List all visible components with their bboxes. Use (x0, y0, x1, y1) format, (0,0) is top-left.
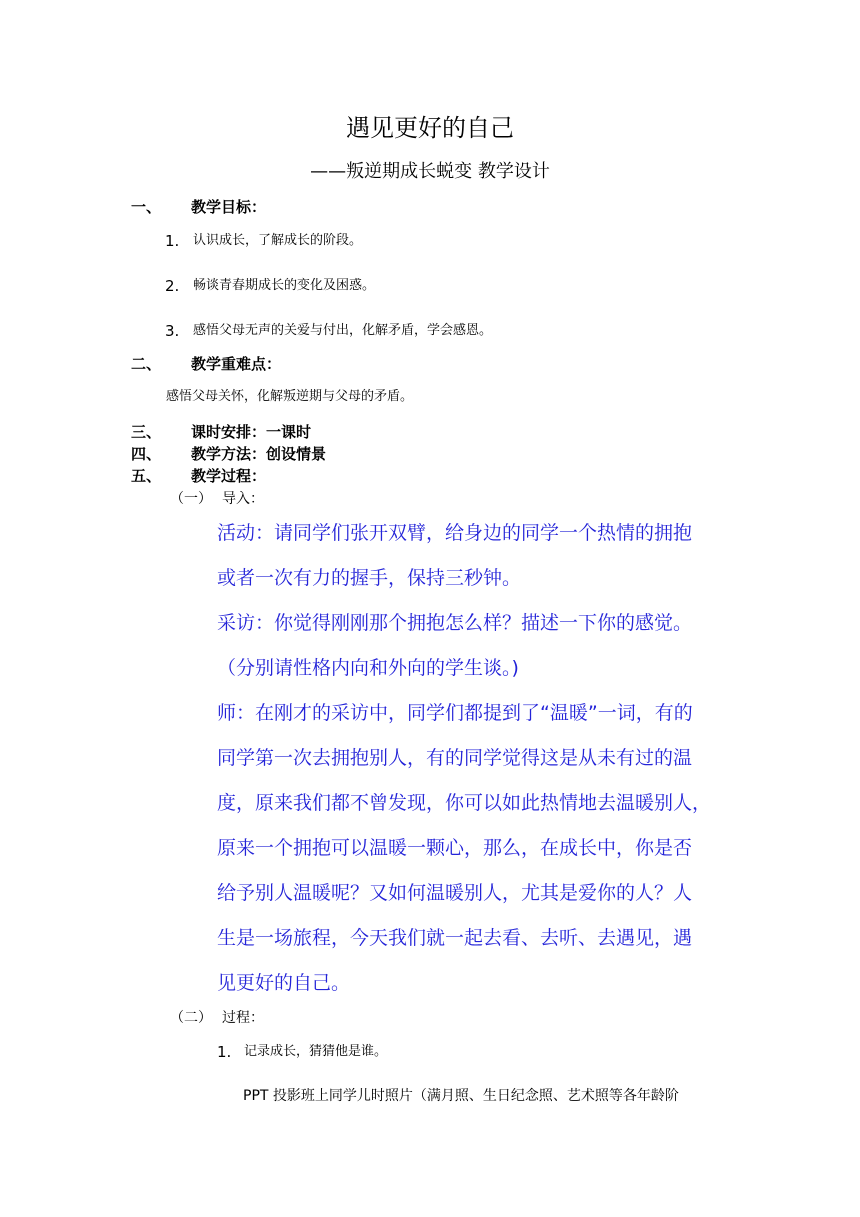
intro-line: 采访：你觉得刚刚那个拥抱怎么样？描述一下你的感觉。 (217, 612, 693, 634)
section-heading: 教学目标： (191, 198, 267, 216)
part-number: （二） (170, 1010, 212, 1026)
goal-text: 畅谈青春期成长的变化及困惑。 (193, 278, 376, 293)
intro-line: 生是一场旅程，今天我们就一起去看、去听、去遇见，遇 (217, 927, 693, 949)
intro-line: 或者一次有力的握手，保持三秒钟。 (217, 567, 522, 589)
goal-text: 感悟父母无声的关爱与付出，化解矛盾，学会感恩。 (193, 323, 493, 338)
intro-line: 同学第一次去拥抱别人，有的同学觉得这是从未有过的温 (217, 747, 693, 769)
section-heading: 教学方法：创设情景 (191, 445, 327, 463)
document-title: 遇见更好的自己 (346, 114, 514, 142)
step-number: 1. (217, 1043, 232, 1061)
goal-text: 认识成长，了解成长的阶段。 (193, 233, 363, 248)
intro-line: 给予别人温暖呢？又如何温暖别人，尤其是爱你的人？人 (217, 882, 693, 904)
section-heading: 教学重难点： (191, 355, 282, 373)
key-point-text: 感悟父母关怀，化解叛逆期与父母的矛盾。 (166, 389, 414, 404)
document-subtitle: ——叛逆期成长蜕变 教学设计 (310, 161, 550, 182)
part-number: （一） (170, 491, 212, 507)
goal-number: 3. (165, 322, 180, 340)
intro-line: 师：在刚才的采访中，同学们都提到了“温暖”一词，有的 (217, 702, 693, 724)
section-number: 三、 (131, 423, 162, 441)
section-heading: 教学过程： (191, 467, 267, 485)
section-number: 四、 (131, 445, 162, 463)
intro-line: 度，原来我们都不曾发现，你可以如此热情地去温暖别人， (217, 792, 712, 814)
part-heading: 导入： (222, 491, 264, 507)
intro-line: （分别请性格内向和外向的学生谈。) (217, 657, 519, 679)
part-heading: 过程： (222, 1010, 264, 1026)
goal-number: 2. (165, 277, 180, 295)
intro-line: 原来一个拥抱可以温暖一颗心，那么，在成长中，你是否 (217, 837, 693, 859)
section-number: 二、 (131, 355, 162, 373)
intro-line: 活动：请同学们张开双臂，给身边的同学一个热情的拥抱 (217, 522, 693, 544)
section-number: 一、 (131, 198, 162, 216)
ppt-description: PPT 投影班上同学儿时照片（满月照、生日纪念照、艺术照等各年龄阶 (243, 1088, 679, 1104)
goal-number: 1. (165, 232, 180, 250)
intro-line: 见更好的自己。 (217, 972, 351, 994)
section-heading: 课时安排：一课时 (191, 423, 312, 441)
step-text: 记录成长，猜猜他是谁。 (244, 1044, 388, 1059)
section-number: 五、 (131, 467, 162, 485)
